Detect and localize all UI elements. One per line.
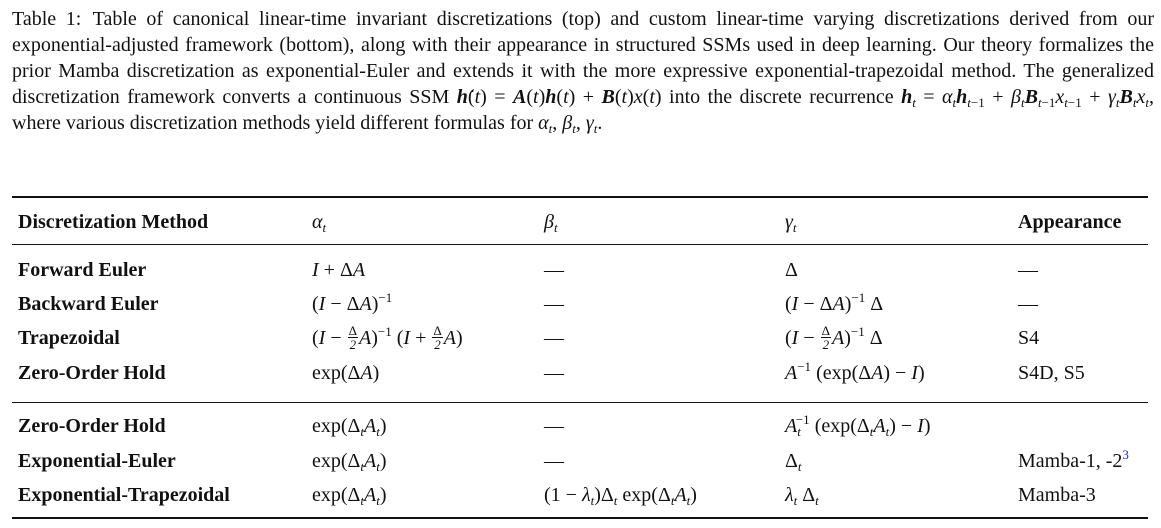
beta-cell: — (544, 327, 564, 349)
beta-cell: — (544, 450, 564, 472)
gamma-cell: $(I - \Delta A)^{-1}$ Δ (785, 290, 884, 315)
appearance-cell: — (1018, 293, 1038, 315)
alpha-cell: $\exp(\Delta_tA_t)$ (312, 484, 387, 508)
appearance-text: Mamba-1, -2 (1018, 450, 1123, 472)
beta-cell: — (544, 415, 564, 437)
table-row (0, 321, 1161, 355)
appearance-cell: S4D, S5 (1018, 362, 1085, 384)
table-row (0, 409, 1161, 443)
method-cell: Zero-Order Hold (18, 362, 166, 384)
header-appearance: Appearance (1018, 211, 1122, 233)
table-row (0, 478, 1161, 512)
appearance-cell: Mamba-3 (1018, 484, 1096, 506)
gamma-cell: (I − $\frac{\Delta}{2}$ A)$^{-1}$ Δ (785, 322, 883, 352)
section-divider-rule (12, 402, 1148, 403)
beta-cell: $(1 - \lambda_t)\Delta_t$ $\exp(\Delta_tA_t)$ (544, 484, 697, 508)
table-row (0, 287, 1161, 321)
header-alpha: $\alpha_t$ (312, 211, 327, 235)
table-row (0, 253, 1161, 287)
beta-cell: — (544, 362, 564, 384)
method-cell: Zero-Order Hold (18, 415, 166, 437)
caption-equation-discrete: $h_t = \alpha_th_{t-1} + \beta_tB_{t-1}x_{t-1} + \gamma_tB_tx_t$ (901, 86, 1149, 110)
alpha-cell: $\exp(\Delta_tA_t)$ (312, 450, 387, 474)
appearance-cell: — (1018, 259, 1038, 281)
table-caption (12, 6, 1154, 136)
method-cell: Backward Euler (18, 293, 159, 315)
caption-text-3: , where various discretization methods yield different formulas for (12, 86, 1154, 134)
gamma-cell: $\lambda_t$ $\Delta_t$ (785, 484, 819, 508)
alpha-cell: I + ΔA (312, 259, 366, 281)
alpha-cell: (I − $\frac{\Delta}{2}$ A)$^{-1}$ (I + $\frac{\Delta}{2}$ A) (312, 322, 463, 352)
caption-equation-coeffs: $\alpha_t$, $\beta_t$, $\gamma_t$. (538, 112, 603, 136)
caption-equation-continuous: h(t) = A(t)h(t) + B(t)x(t) (456, 86, 662, 108)
bottom-rule (12, 517, 1148, 519)
method-cell: Exponential-Trapezoidal (18, 484, 230, 506)
caption-label: Table 1: (12, 8, 82, 30)
alpha-cell: exp(ΔA) (312, 362, 380, 384)
caption-text-1: Table of canonical linear-time invariant discretizations (top) and custom linear-time varying discretizations derived from our exponential-adjusted framework (bottom), along with their appearance in structured SSMs used in deep learning. Our theory formalizes the prior Mamba discretization as exponential-Euler and extends it with the more expressive exponential-trapezoidal method. The generalized discretization framework converts a continuous SSM (12, 8, 1155, 108)
table-row (0, 444, 1161, 478)
table-header-row (0, 199, 1161, 245)
appearance-cell: S4 (1018, 327, 1040, 349)
footnote-link[interactable]: 3 (1122, 447, 1129, 462)
gamma-cell: $A_t^{-1}$ $(\exp(\Delta_tA_t) - I)$ (785, 412, 931, 439)
gamma-cell: $\Delta_t$ (785, 450, 802, 474)
beta-cell: — (544, 259, 564, 281)
table-row (0, 356, 1161, 390)
top-rule (12, 196, 1148, 198)
beta-cell: — (544, 293, 564, 315)
header-beta: $\beta_t$ (544, 211, 558, 235)
alpha-cell: $\exp(\Delta_tA_t)$ (312, 415, 387, 439)
appearance-cell (1018, 444, 1129, 478)
method-cell: Trapezoidal (18, 327, 120, 349)
header-method: Discretization Method (18, 211, 209, 233)
header-gamma: $\gamma_t$ (785, 211, 797, 235)
gamma-cell: Δ (785, 259, 798, 281)
method-cell: Exponential-Euler (18, 450, 176, 472)
gamma-cell: $A^{-1}$ (exp(ΔA) − I) (785, 359, 925, 384)
caption-text-2: into the discrete recurrence (669, 86, 894, 108)
alpha-cell: $(I - \Delta A)^{-1}$ (312, 290, 393, 315)
method-cell: Forward Euler (18, 259, 147, 281)
